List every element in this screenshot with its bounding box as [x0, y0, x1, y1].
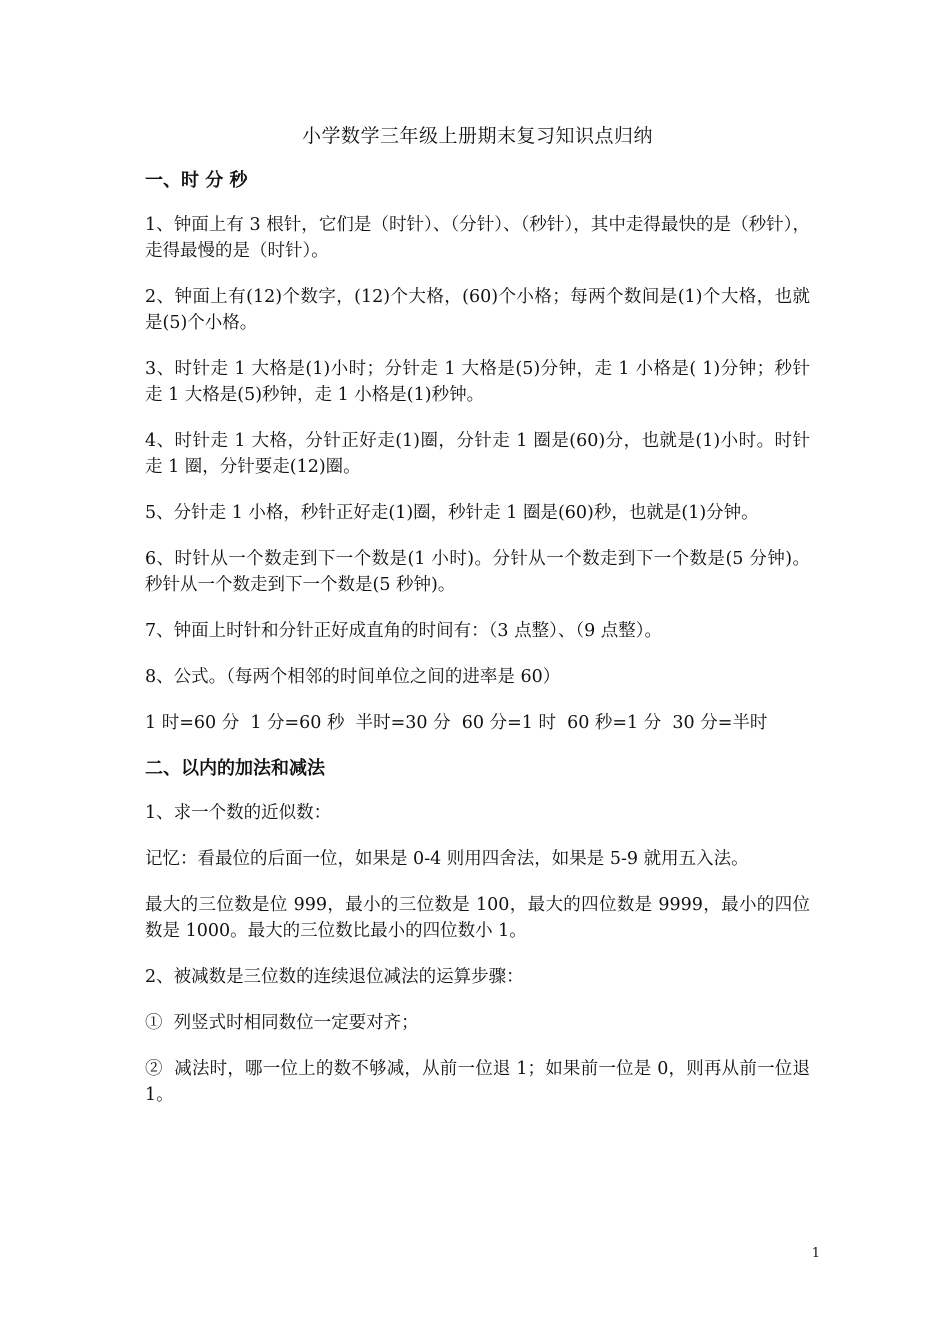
paragraph: 8、公式。（每两个相邻的时间单位之间的进率是 60） — [145, 667, 561, 687]
paragraph: ② 减法时，哪一位上的数不够减，从前一位退 1；如果前一位是 0，则再从前一位退 1。 — [145, 1059, 816, 1105]
paragraph: 7、钟面上时针和分针正好成直角的时间有：（3 点整）、（9 点整）。 — [145, 621, 663, 641]
paragraph: 5、分针走 1 小格，秒针正好走(1)圈，秒针走 1 圈是(60)秒，也就是(1)分钟。 — [145, 503, 759, 523]
paragraph: 2、钟面上有(12)个数字，(12)个大格，(60)个小格；每两个数间是(1)个大格，也就是(5)个小格。 — [145, 287, 810, 333]
paragraph: 2、被减数是三位数的连续退位减法的运算步骤： — [145, 967, 524, 987]
paragraph: 1、钟面上有 3 根针，它们是（时针）、（分针）、（秒针），其中走得最快的是（秒针），走得最慢的是（时针）。 — [145, 215, 810, 261]
formula-line: 1 时=60 分 1 分=60 秒 半时=30 分 60 分=1 时 60 秒=1 分 30 分=半时 — [145, 713, 768, 733]
paragraph: 4、时针走 1 大格，分针正好走(1)圈，分针走 1 圈是(60)分，也就是(1)小时。时针走 1 圈，分针要走(12)圈。 — [145, 431, 810, 477]
paragraph: ① 列竖式时相同数位一定要对齐； — [145, 1013, 419, 1033]
paragraph: 最大的三位数是位 999，最小的三位数是 100，最大的四位数是 9999，最小的四位数是 1000。最大的三位数比最小的四位数小 1。 — [145, 895, 810, 941]
paragraph: 3、时针走 1 大格是(1)小时；分针走 1 大格是(5)分钟，走 1 小格是( 1)分钟；秒针走 1 大格是(5)秒钟，走 1 小格是(1)秒钟。 — [145, 359, 810, 405]
paragraph: 记忆：看最位的后面一位，如果是 0-4 则用四舍法，如果是 5-9 就用五入法。 — [145, 849, 749, 869]
section-heading-addition-subtraction: 二、以内的加法和减法 — [145, 758, 325, 779]
document-title: 小学数学三年级上册期末复习知识点归纳 — [301, 125, 653, 147]
page-number: 1 — [811, 1246, 820, 1261]
paragraph: 1、求一个数的近似数： — [145, 803, 332, 823]
section-heading-time: 一、时 分 秒 — [145, 170, 248, 191]
page-content — [145, 122, 816, 1128]
paragraph: 6、时针从一个数走到下一个数是(1 小时)。分针从一个数走到下一个数是(5 分钟)。秒针从一个数走到下一个数是(5 秒钟)。 — [145, 549, 810, 595]
